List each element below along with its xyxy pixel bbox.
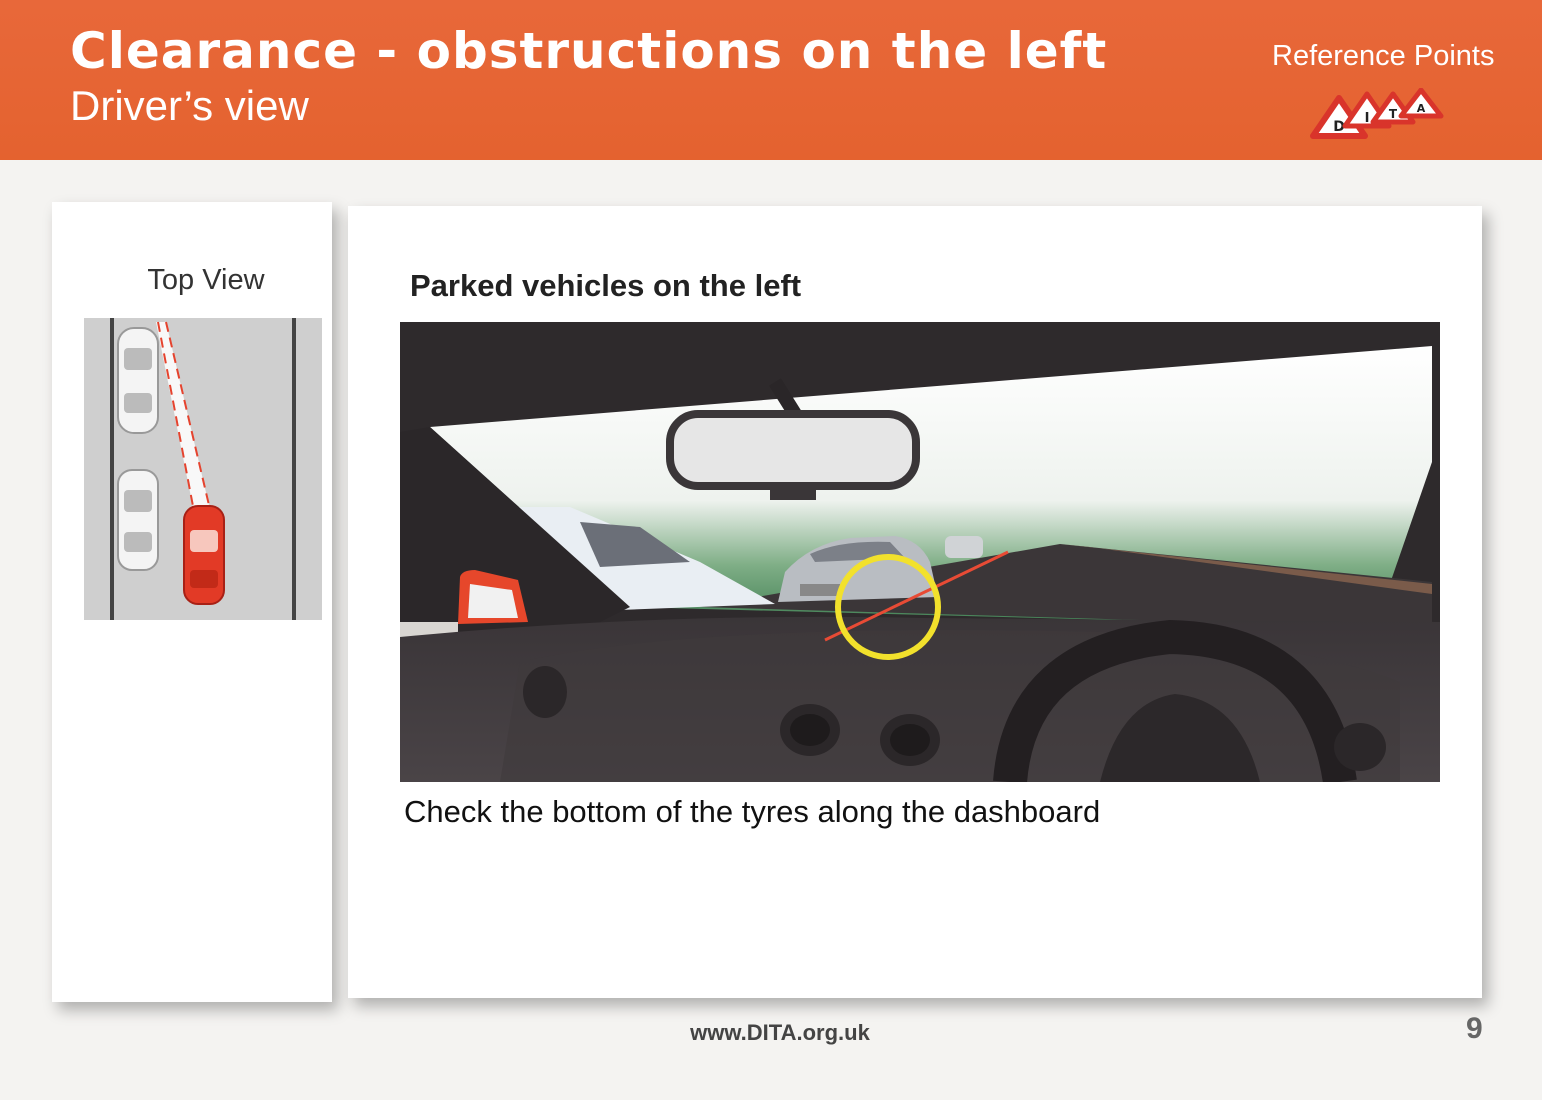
page-title: Clearance - obstructions on the left (70, 22, 1108, 80)
logo-letter-d: D (1333, 119, 1345, 135)
logo-letter-a: A (1416, 102, 1426, 115)
air-vent-2 (880, 714, 940, 766)
top-view-label: Top View (147, 264, 265, 296)
parked-car-1 (118, 328, 158, 433)
page-number: 9 (1466, 1012, 1483, 1045)
distant-car (945, 536, 983, 558)
dita-logo (1305, 88, 1455, 148)
page-subtitle: Driver’s view (70, 82, 309, 129)
caption: Check the bottom of the tyres along the dashboard (404, 794, 1101, 829)
air-vent-1 (780, 704, 840, 756)
brand-label: Reference Points (1272, 40, 1495, 72)
windscreen-scene (400, 322, 1440, 782)
learner-car-red (184, 506, 224, 604)
air-vent-3 (523, 666, 567, 718)
logo-triangle-a (1401, 90, 1441, 116)
footer-url[interactable]: www.DITA.org.uk (690, 1020, 870, 1045)
air-vent-4 (1334, 723, 1386, 771)
top-view-diagram (84, 318, 322, 620)
kerb-line-right (292, 318, 296, 620)
logo-letter-t: T (1388, 107, 1398, 121)
section-heading: Parked vehicles on the left (410, 268, 802, 303)
top-view-panel (52, 202, 332, 1002)
drivers-view-panel (348, 206, 1482, 998)
kerb-line-left (110, 318, 114, 620)
parked-car-2 (118, 470, 158, 570)
logo-letter-i: I (1364, 111, 1370, 126)
page-header (0, 0, 1542, 160)
